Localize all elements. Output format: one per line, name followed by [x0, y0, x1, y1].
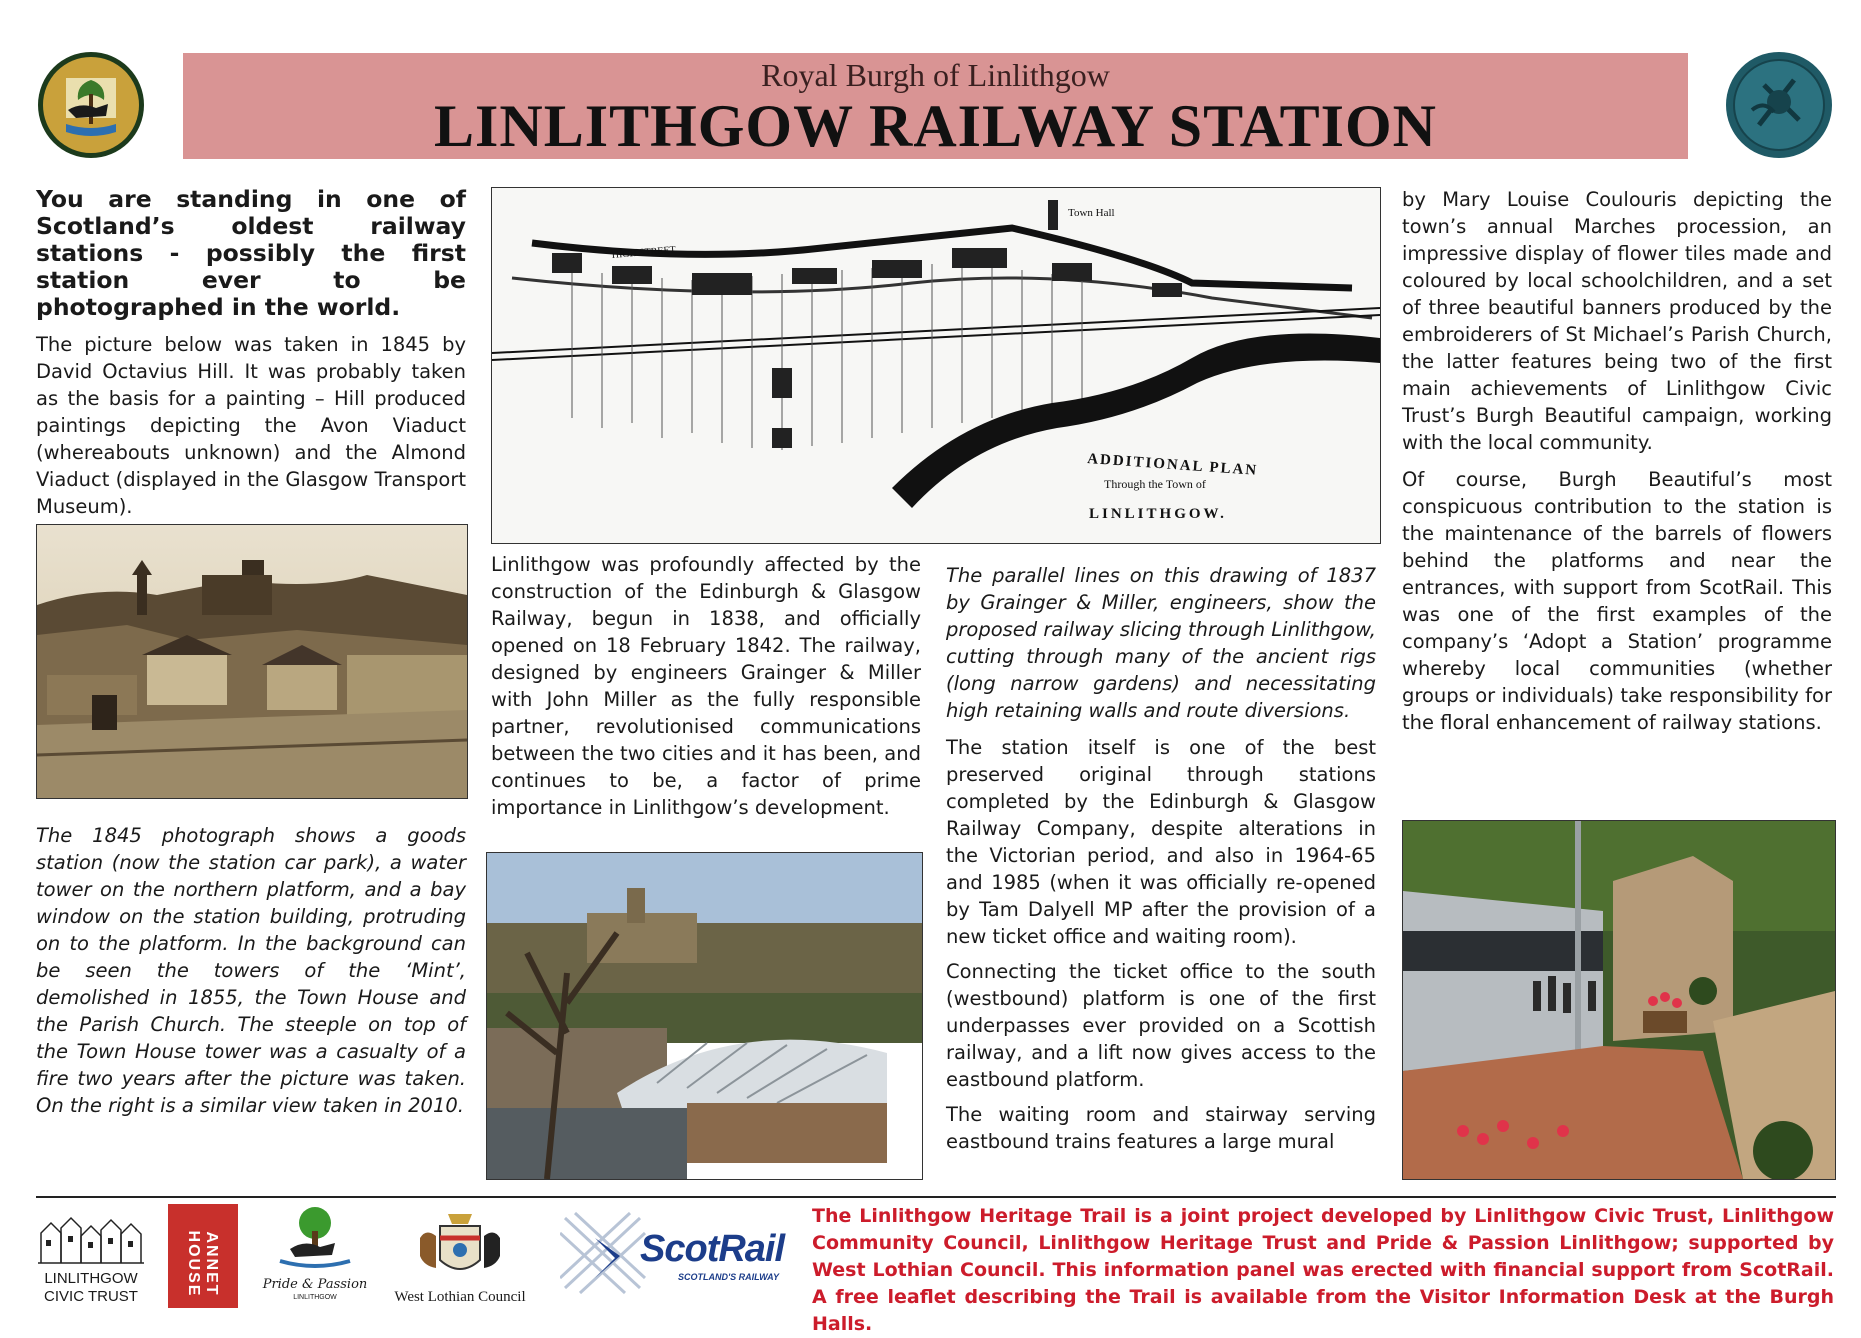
- left-column-intro: [36, 186, 466, 528]
- burgh-crest-left: [36, 50, 146, 160]
- civic-trust-line1: LINLITHGOW: [44, 1270, 138, 1287]
- burgh-seal-right: [1724, 50, 1834, 160]
- civic-trust-line2: CIVIC TRUST: [44, 1288, 138, 1305]
- map-label-town: LINLITHGOW.: [1089, 506, 1227, 522]
- pride-passion-text: Pride & Passion: [262, 1277, 368, 1292]
- page-title: LINLITHGOW RAILWAY STATION: [434, 93, 1437, 159]
- photo-caption: The 1845 photograph shows a goods station (now the station car park), a water tower on the northern platform, and a bay window on the station building, protruding on to the platform. In the background can be seen the towers of the ‘Mint’, demolished in 1855, the Town House and the Parish Church. The steeple on top of the Town House tower was a casualty of a fire two years after the picture was taken. On the right is a similar view taken in 2010.: [36, 824, 466, 1117]
- underpass-paragraph: Connecting the ticket office to the south (westbound) platform is one of the first underpasses ever provided on a Scottish railway, and a lift now gives access to the eastbound platform.: [946, 960, 1376, 1091]
- map-label-additional-plan: ADDITIONAL PLAN: [1086, 451, 1259, 479]
- map-label-town-hall: Town Hall: [1068, 207, 1115, 219]
- photo-1845: [36, 524, 468, 799]
- photo-2010: [486, 852, 923, 1180]
- scotrail-sub: SCOTLAND'S RAILWAY: [678, 1272, 779, 1282]
- map-caption: The parallel lines on this drawing of 1837 by Grainger & Miller, engineers, show the proposed railway slicing through Linlithgow, cutting through many of the ancient rigs (long narrow gardens) and necessitating high retaining walls and route diversions.: [946, 564, 1376, 722]
- scotrail-wordmark: ScotRail: [640, 1228, 785, 1270]
- pride-passion-sub: LINLITHGOW: [293, 1294, 337, 1301]
- logo-pride-passion: [260, 1203, 370, 1308]
- logo-annet-house: [168, 1204, 238, 1308]
- logo-west-lothian: [390, 1208, 530, 1308]
- logo-civic-trust: [36, 1208, 146, 1308]
- waiting-room-paragraph: The waiting room and stairway serving eastbound trains features a large mural: [946, 1103, 1376, 1153]
- west-lothian-text: West Lothian Council: [394, 1289, 526, 1305]
- footer-divider: [36, 1196, 1836, 1198]
- lead-paragraph: You are standing in one of Scotland’s oldest railway stations - possibly the first station ever to be photographed in the world.: [36, 185, 466, 321]
- right-column: [1402, 186, 1832, 744]
- title-banner: [183, 53, 1688, 159]
- footer-credits: The Linlithgow Heritage Trail is a joint project developed by Linlithgow Civic Trust, Linlithgow Community Council, Linlithgow Heritage Trust and Pride & Passion Linlithgow; supported by West Lothian Council. This information panel was erected with financial support from ScotRail. A free leaflet describing the Trail is available from the Visitor Information Desk at the Burgh Halls.: [812, 1205, 1834, 1335]
- banner-subtitle: Royal Burgh of Linlithgow: [761, 57, 1110, 93]
- map-label-through: Through the Town of: [1104, 477, 1206, 491]
- right-middle-column: [946, 562, 1376, 1163]
- intro-paragraph: The picture below was taken in 1845 by David Octavius Hill. It was probably taken as the basis for a painting – Hill produced paintings depicting the Avon Viaduct (whereabouts unknown) and the Almond Viaduct (displayed in the Glasgow Transport Museum).: [36, 333, 466, 518]
- middle-column-text: Linlithgow was profoundly affected by the construction of the Edinburgh & Glasgow Railway, begun in 1838, and officially opened on 18 February 1842. The railway, designed by engineers Grainger & Miller with John Miller as the fully responsible partner, revolutionised communications between the two cities and it has been, and continues to be, a factor of prime importance in Linlithgow’s development.: [491, 553, 921, 819]
- map-label-high-street: HIGH STREET: [611, 244, 677, 261]
- photo-platform: [1402, 820, 1836, 1180]
- station-paragraph: The station itself is one of the best preserved original through stations completed by the Edinburgh & Glasgow Railway Company, despite alterations in the Victorian period, and also in 1964-65 and 1985 (when it was officially re-opened by Tam Dalyell MP after the provision of a new ticket office and waiting room).: [946, 736, 1376, 948]
- annet-house-text: ANNET HOUSE: [185, 1230, 220, 1298]
- logo-scotrail: [560, 1208, 785, 1298]
- railway-plan-map: [491, 187, 1381, 544]
- burgh-beautiful-paragraph: Of course, Burgh Beautiful’s most conspicuous contribution to the station is the maintenance of the barrels of flowers behind the platforms and near the entrances, with support from ScotRail. This was one of the first examples of the company’s ‘Adopt a Station’ programme whereby local communities (whether groups or individuals) take responsibility for the floral enhancement of railway stations.: [1402, 468, 1832, 734]
- mural-paragraph: by Mary Louise Coulouris depicting the town’s annual Marches procession, an impressive display of flower tiles made and coloured by local schoolchildren, and a set of three beautiful banners produced by the embroiderers of St Michael’s Parish Church, the latter features being two of the first main achievements of Linlithgow Civic Trust’s Burgh Beautiful campaign, working with the local community.: [1402, 188, 1832, 454]
